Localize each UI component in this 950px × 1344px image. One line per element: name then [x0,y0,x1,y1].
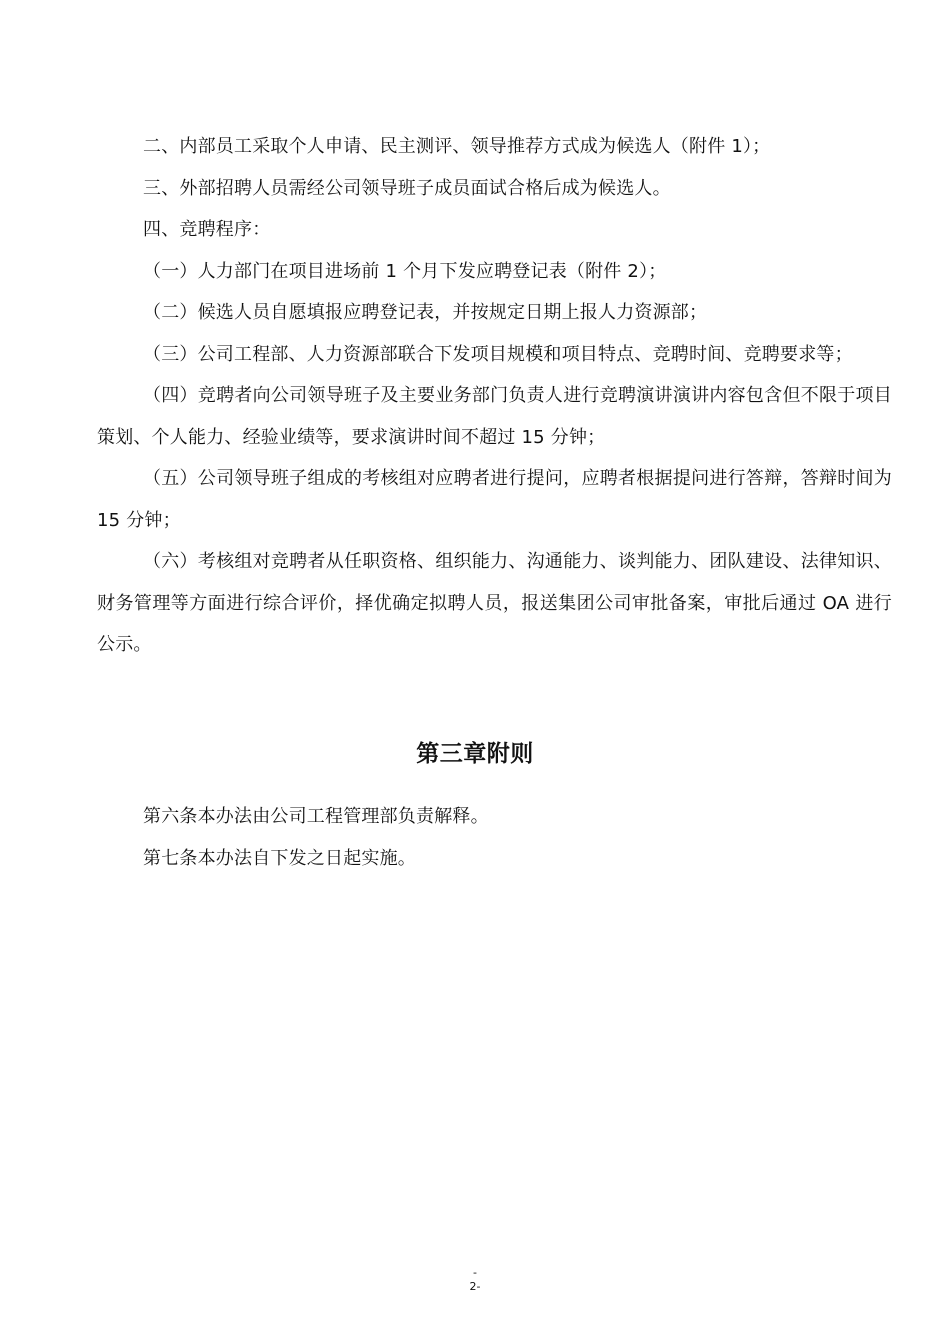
paragraph-step-5: （五）公司领导班子组成的考核组对应聘者进行提问，应聘者根据提问进行答辩，答辩时间为 15 分钟； [97,468,892,531]
paragraph-procedure-heading: 四、竞聘程序： [143,219,271,240]
paragraph-step-6: （六）考核组对竞聘者从任职资格、组织能力、沟通能力、谈判能力、团队建设、法律知识、财务管理等方面进行综合评价，择优确定拟聘人员，报送集团公司审批备案，审批后通过 OA 进行公示。 [97,551,892,655]
paragraph-candidate-internal: 二、内部员工采取个人申请、民主测评、领导推荐方式成为候选人（附件 1）； [143,136,771,157]
paragraph-candidate-external: 三、外部招聘人员需经公司领导班子成员面试合格后成为候选人。 [143,177,671,199]
article-6: 第六条本办法由公司工程管理部负责解释。 [143,806,489,827]
procedure-section [97,126,892,666]
page-footer [0,1268,950,1296]
paragraph-step-1: （一）人力部门在项目进场前 1 个月下发应聘登记表（附件 2）； [143,260,667,282]
paragraph-step-3: （三）公司工程部、人力资源部联合下发项目规模和项目特点、竞聘时间、竞聘要求等； [143,343,853,365]
articles-section [97,796,892,879]
chapter-title: 第三章附则 [416,741,534,767]
article-7: 第七条本办法自下发之日起实施。 [143,847,416,869]
footer-dash: - [473,1266,477,1279]
paragraph-step-4: （四）竞聘者向公司领导班子及主要业务部门负责人进行竞聘演讲演讲内容包含但不限于项目策划、个人能力、经验业绩等，要求演讲时间不超过 15 分钟； [97,385,892,448]
paragraph-step-2: （二）候选人员自愿填报应聘登记表，并按规定日期上报人力资源部； [143,302,708,323]
page-number: 2- [469,1280,481,1293]
